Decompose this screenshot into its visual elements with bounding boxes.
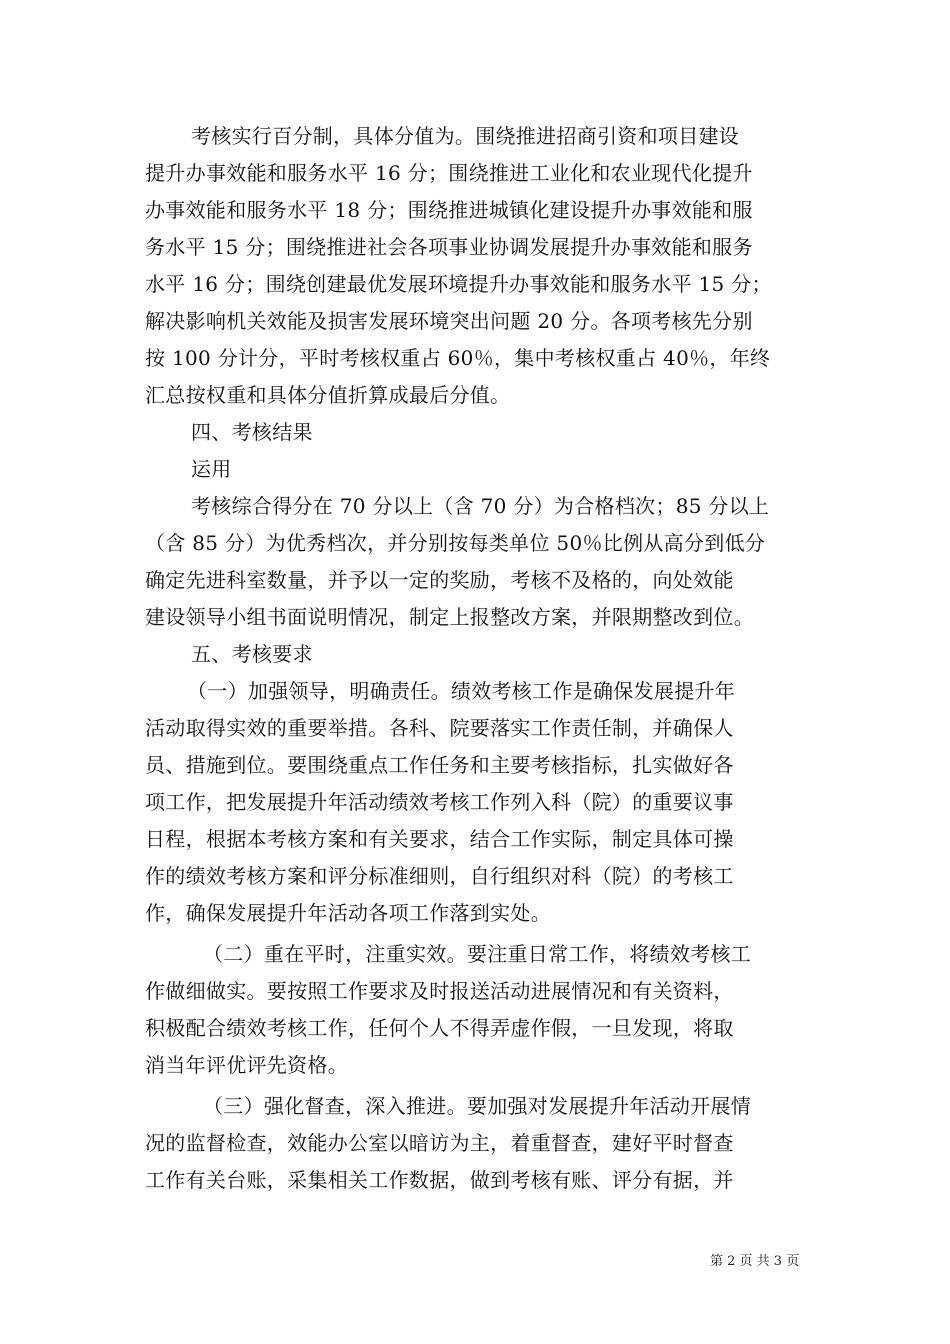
- paragraph-line: 按 100 分计分，平时考核权重占 60％，集中考核权重占 40％，年终: [145, 346, 771, 370]
- paragraph-line: 日程，根据本考核方案和有关要求，结合工作实际，制定具体可操: [145, 827, 734, 851]
- paragraph-line: （三）强化督查，深入推进。要加强对发展提升年活动开展情: [203, 1094, 752, 1118]
- section-heading: 四、考核结果: [191, 420, 313, 444]
- paragraph-line: 务水平 15 分；围绕推进社会各项事业协调发展提升办事效能和服务: [145, 235, 753, 259]
- paragraph-line: 汇总按权重和具体分值折算成最后分值。: [145, 383, 511, 407]
- page-number: 第 2 页 共 3 页: [710, 1254, 800, 1269]
- paragraph-line: 提升办事效能和服务水平 16 分；围绕推进工业化和农业现代化提升: [145, 161, 753, 185]
- paragraph-line: 工作有关台账，采集相关工作数据，做到考核有账、评分有据，并: [145, 1168, 734, 1192]
- paragraph-line: （一）加强领导，明确责任。绩效考核工作是确保发展提升年: [187, 679, 736, 703]
- paragraph-line: 作的绩效考核方案和评分标准细则，自行组织对科（院）的考核工: [145, 864, 734, 888]
- document-body: [145, 118, 815, 1199]
- paragraph-line: 员、措施到位。要围绕重点工作任务和主要考核指标，扎实做好各: [145, 753, 734, 777]
- paragraph-line: 确定先进科室数量，并予以一定的奖励，考核不及格的，向处效能: [145, 568, 734, 592]
- paragraph-line: 建设领导小组书面说明情况，制定上报整改方案，并限期整改到位。: [145, 605, 754, 629]
- paragraph-line: 考核综合得分在 70 分以上（含 70 分）为合格档次；85 分以上: [191, 494, 770, 518]
- paragraph-line: 项工作，把发展提升年活动绩效考核工作列入科（院）的重要议事: [145, 790, 734, 814]
- paragraph-line: 作，确保发展提升年活动各项工作落到实处。: [145, 901, 551, 925]
- paragraph-line: （二）重在平时，注重实效。要注重日常工作，将绩效考核工: [203, 942, 752, 966]
- paragraph-line: （含 85 分）为优秀档次，并分别按每类单位 50％比例从高分到低分: [145, 531, 766, 555]
- paragraph-line: 活动取得实效的重要举措。各科、院要落实工作责任制，并确保人: [145, 716, 734, 740]
- section-heading-continued: 运用: [191, 457, 232, 481]
- paragraph-line: 况的监督检查，效能办公室以暗访为主，着重督查，建好平时督查: [145, 1131, 734, 1155]
- paragraph-line: 办事效能和服务水平 18 分；围绕推进城镇化建设提升办事效能和服: [145, 198, 753, 222]
- paragraph-line: 水平 16 分；围绕创建最优发展环境提升办事效能和服务水平 15 分；: [145, 272, 772, 296]
- paragraph-line: 解决影响机关效能及损害发展环境突出问题 20 分。各项考核先分别: [145, 309, 753, 333]
- paragraph-line: 积极配合绩效考核工作，任何个人不得弄虚作假，一旦发现，将取: [145, 1016, 734, 1040]
- paragraph-line: 考核实行百分制，具体分值为。围绕推进招商引资和项目建设: [191, 124, 740, 148]
- section-heading: 五、考核要求: [191, 642, 313, 666]
- paragraph-line: 作做细做实。要按照工作要求及时报送活动进展情况和有关资料，: [145, 979, 734, 1003]
- paragraph-line: 消当年评优评先资格。: [145, 1053, 348, 1077]
